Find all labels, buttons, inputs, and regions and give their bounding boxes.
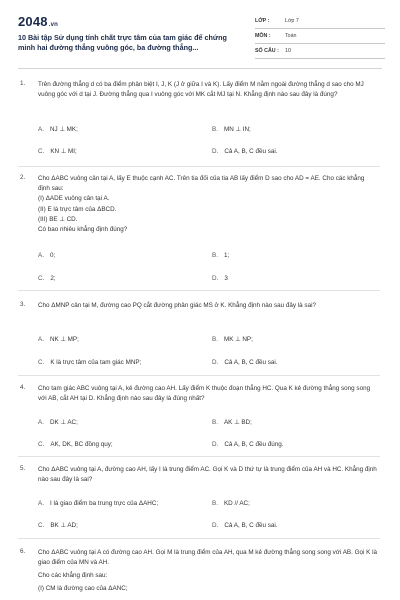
question-line: Có bao nhiêu khẳng định đúng?: [38, 226, 128, 234]
question-line: (III) BE ⊥ CD.: [38, 215, 78, 223]
option-label: C.: [38, 522, 45, 529]
option-label: A.: [38, 252, 44, 259]
question-line: Cho ΔABC vuông cân tại A, lấy E thuộc cạnh AC. Trên tia đối của tia AB lấy điểm D sao cho AD = AE. Cho các khẳng định sau:: [38, 175, 365, 193]
option-text: K là trực tâm của tam giác MNP;: [50, 359, 142, 366]
option-label: B.: [212, 126, 218, 133]
question-number: 1.: [20, 80, 26, 87]
question-divider: [18, 456, 380, 457]
question-line: (I) CM là đường cao của ΔANC;: [38, 584, 128, 592]
option-a[interactable]: [38, 126, 78, 133]
meta-value: 10: [285, 48, 291, 54]
question-text: [38, 548, 378, 594]
question-number: 4.: [20, 384, 26, 391]
option-text: NK ⊥ MP;: [49, 336, 79, 343]
option-text: KD // AC;: [223, 500, 250, 507]
option-b[interactable]: [212, 252, 229, 259]
option-label: B.: [212, 419, 218, 426]
option-label: D.: [212, 148, 219, 155]
question-divider: [18, 166, 380, 167]
option-label: C.: [38, 148, 45, 155]
question-divider: [18, 290, 380, 291]
question-text: Trên đường thẳng d có ba điểm phân biệt I, J, K (J ở giữa I và K). Lấy điểm M nằm ngoài đường thẳng d sao cho MJ vuông góc với d tại J. Đường thẳng qua I vuông góc với MK cắt MJ tại N. Khẳng định nào sau đây là đúng?: [38, 81, 364, 99]
question-number: 3.: [20, 301, 26, 308]
option-text: Cả A, B, C đều đúng.: [224, 441, 284, 448]
option-d[interactable]: [212, 441, 283, 448]
page-header: [0, 0, 400, 62]
option-label: A.: [38, 500, 44, 507]
option-b[interactable]: [212, 500, 250, 507]
option-label: D.: [212, 275, 219, 282]
option-a[interactable]: [38, 252, 55, 259]
question-number: 5.: [20, 465, 26, 472]
option-text: 2;: [50, 275, 56, 282]
meta-row-subject: [255, 29, 385, 44]
site-logo[interactable]: [18, 14, 58, 29]
option-label: B.: [212, 500, 218, 507]
option-text: 3: [224, 275, 228, 282]
option-a[interactable]: [38, 500, 158, 507]
option-text: BK ⊥ AD;: [50, 522, 78, 529]
option-label: D.: [212, 522, 219, 529]
option-text: 1;: [223, 252, 230, 259]
option-c[interactable]: [38, 359, 141, 366]
option-b[interactable]: [212, 126, 251, 133]
option-d[interactable]: [212, 148, 278, 155]
question-line: (I) ΔADE vuông cân tại A.: [38, 195, 110, 203]
option-label: A.: [38, 419, 44, 426]
worksheet-title: 10 Bài tập Sử dụng tính chất trực tâm của tam giác để chứng minh hai đường thẳng vuông góc, ba đường thẳng...: [18, 33, 227, 52]
question-text: Cho ΔMNP cân tại M, đường cao PQ cắt đường phân giác MS ở K. Khẳng định nào sau đây là sai?: [38, 302, 316, 309]
option-text: AK, DK, BC đồng quy;: [50, 441, 113, 448]
option-label: C.: [38, 359, 45, 366]
option-text: 0;: [49, 252, 56, 259]
option-text: AK ⊥ BD;: [223, 419, 252, 426]
meta-row-class: [255, 14, 385, 29]
meta-key: LỚP :: [255, 18, 270, 24]
option-label: D.: [212, 441, 219, 448]
question-line: Cho các khẳng định sau:: [38, 572, 108, 580]
option-a[interactable]: [38, 419, 78, 426]
option-label: A.: [38, 126, 44, 133]
option-d[interactable]: [212, 275, 228, 282]
option-c[interactable]: [38, 522, 78, 529]
option-c[interactable]: [38, 275, 56, 282]
option-label: C.: [38, 441, 45, 448]
option-text: Cả A, B, C đều sai.: [224, 522, 278, 529]
logo-text: 2048: [18, 14, 48, 29]
option-label: C.: [38, 275, 45, 282]
option-text: NJ ⊥ MK;: [49, 126, 78, 133]
question-divider: [18, 375, 380, 376]
option-d[interactable]: [212, 359, 278, 366]
question-divider: [18, 538, 380, 539]
option-text: DK ⊥ AC;: [49, 419, 78, 426]
option-b[interactable]: [212, 336, 253, 343]
meta-value: Toán: [285, 33, 297, 39]
question-number: 6.: [20, 548, 26, 555]
option-text: KN ⊥ MI;: [50, 148, 77, 155]
meta-row-count: [255, 44, 385, 59]
question-number: 2.: [20, 174, 26, 181]
option-text: Cả A, B, C đều sai.: [224, 359, 278, 366]
question-line: (II) E là trực tâm của ΔBCD.: [38, 205, 117, 213]
question-text: [38, 174, 378, 235]
question-line: Cho ΔABC vuông tại A có đường cao AH. Gọi M là trung điểm của AH, qua M kẻ đường thẳng song song với AB. Gọi K là giao điểm của MN và AH.: [38, 549, 378, 567]
meta-value: Lớp 7: [285, 18, 299, 24]
option-text: MN ⊥ IN;: [223, 126, 251, 133]
option-b[interactable]: [212, 419, 252, 426]
option-label: B.: [212, 336, 218, 343]
option-c[interactable]: [38, 148, 77, 155]
option-text: Cả A, B, C đều sai.: [224, 148, 278, 155]
option-text: MK ⊥ NP;: [223, 336, 253, 343]
option-label: D.: [212, 359, 219, 366]
logo-tld: .vn: [48, 22, 59, 28]
option-text: I là giao điểm ba trung trực của ΔAHC;: [49, 500, 159, 507]
question-text: Cho tam giác ABC vuông tại A, kẻ đường cao AH. Lấy điểm K thuộc đoạn thẳng HC. Qua K kẻ đường thẳng song song với AB, cắt AH tại D. Khẳng định nào sau đây là đúng nhất?: [38, 385, 371, 403]
option-d[interactable]: [212, 522, 278, 529]
option-a[interactable]: [38, 336, 79, 343]
option-label: A.: [38, 336, 44, 343]
option-label: B.: [212, 252, 218, 259]
option-c[interactable]: [38, 441, 113, 448]
meta-key: MÔN :: [255, 33, 271, 39]
header-divider: [18, 68, 382, 69]
question-text: Cho ΔABC vuông tại A, đường cao AH, lấy I là trung điểm AC. Gọi K và D thứ tự là trung điểm của AH và HC. Khẳng định nào sau đây là sai?: [38, 466, 377, 484]
meta-key: SỐ CÂU :: [255, 48, 279, 54]
